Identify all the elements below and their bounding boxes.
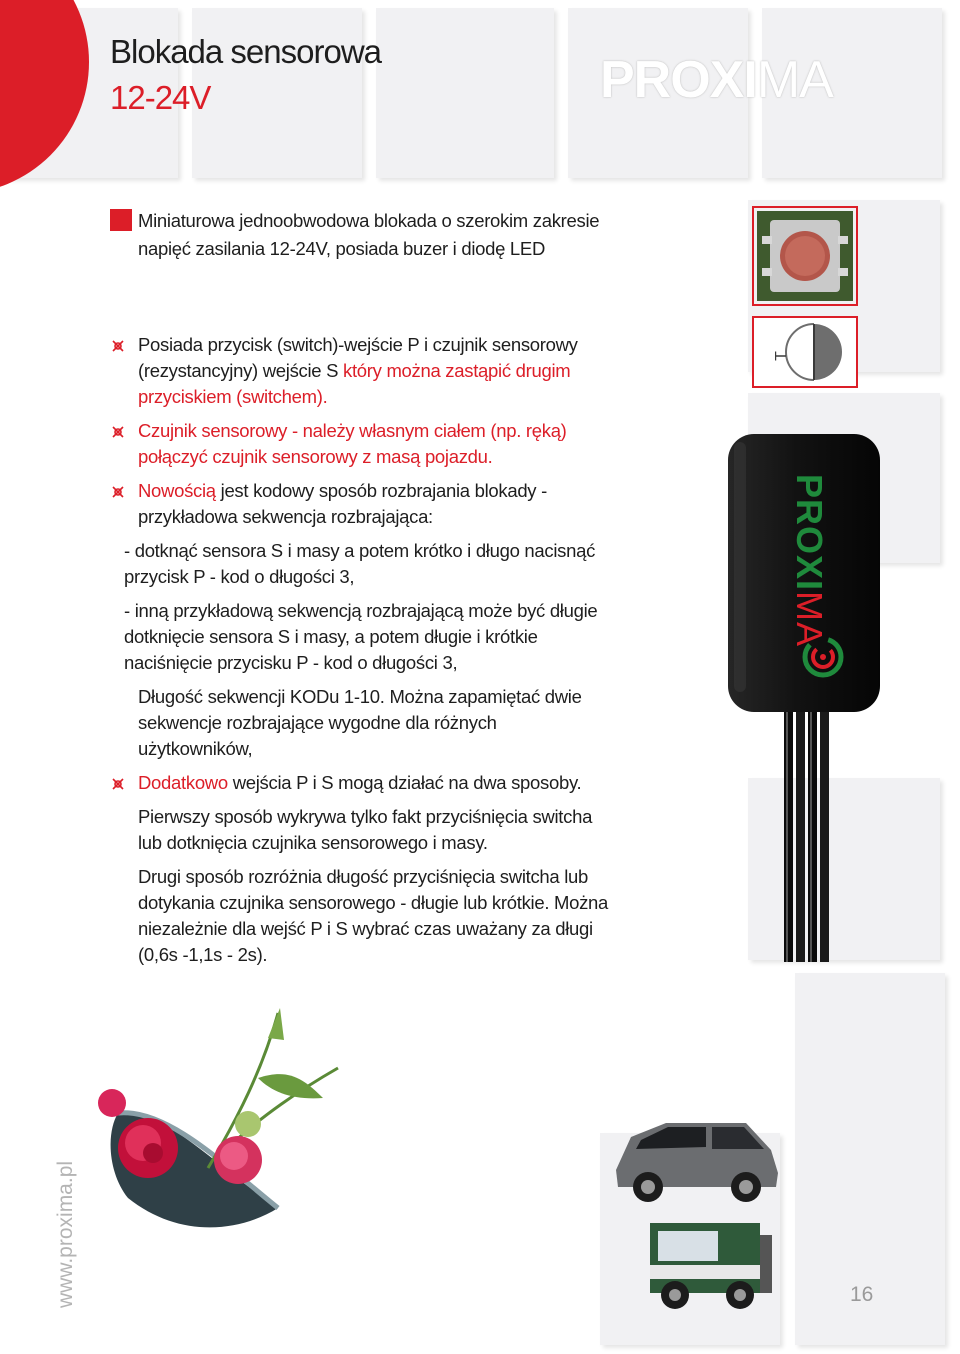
bullet-icon — [110, 424, 126, 440]
flowers-image — [88, 1008, 348, 1238]
touch-sensor-symbol — [752, 316, 858, 388]
suv-image — [606, 1115, 786, 1205]
feature-list — [110, 332, 615, 976]
flower-red — [118, 1118, 178, 1178]
bullet-4-text: wejścia P i S mogą działać na dwa sposoby. — [227, 772, 582, 793]
bullet-icon — [110, 776, 126, 792]
logo-bold: PROXI — [600, 51, 757, 109]
intro-square-marker — [110, 209, 132, 231]
page-title — [110, 32, 381, 118]
logo-thin: MA — [756, 51, 833, 109]
list-item — [110, 478, 615, 530]
device-cables-image — [770, 712, 840, 962]
bullet-3-text: jest kodowy sposób rozbrajania blokady - przykładowa sekwencja rozbrajająca: — [138, 480, 547, 527]
list-item — [110, 418, 615, 470]
touch-label: T — [773, 351, 790, 361]
paragraph: Długość sekwencji KODu 1-10. Można zapamiętać dwie sekwencje rozbrajające wygodne dla różnych użytkowników, — [138, 686, 582, 759]
page-number: 16 — [850, 1283, 874, 1306]
dash-1-text: - dotknąć sensora S i masy a potem krótko i długo nacisnąć przycisk P - kod o długości 3, — [124, 540, 596, 587]
list-item — [110, 770, 615, 796]
device-body — [726, 432, 882, 714]
brand-logo — [600, 50, 833, 110]
switch-pcb-image — [752, 206, 858, 306]
bullet-icon — [110, 338, 126, 354]
bullet-3-red-text: Nowością — [138, 480, 216, 501]
flower-small — [98, 1089, 126, 1117]
bullet-4-red-text: Dodatkowo — [138, 772, 228, 793]
device-logo — [788, 474, 830, 647]
bullet-icon — [110, 484, 126, 500]
title-line-1: Blokada sensorowa — [110, 33, 382, 70]
dash-item — [110, 598, 615, 676]
truck-image — [630, 1215, 780, 1315]
flower-pink — [214, 1136, 262, 1184]
device-logo-thin: MA — [789, 591, 830, 648]
dash-item — [110, 538, 615, 590]
list-item — [110, 332, 615, 410]
device-logo-bold: PROXI — [789, 474, 830, 592]
dash-2-text: - inną przykładową sekwencją rozbrajającą może być długie dotknięcie sensora S i masy, a potem długie i krótkie naciśnięcie przycisku P - kod o długości 3, — [124, 600, 598, 673]
intro-text: Miniaturowa jednoobwodowa blokada o szerokim zakresie napięć zasilania 12-24V, posiada buzer i diodę LED — [138, 210, 600, 259]
paragraph: Pierwszy sposób wykrywa tylko fakt przyciśnięcia switcha lub dotknięcia czujnika sensorowego i masy. — [138, 806, 593, 853]
paragraph: Drugi sposób rozróżnia długość przyciśnięcia switcha lub dotykania czujnika sensorowego - długie lub krótkie. Można niezależnie dla wejść P i S wybrać czas uważany za długi (0,6s -1,1s - 2s). — [138, 866, 609, 965]
bg-tile — [376, 8, 554, 178]
bullet-1-text: Posiada przycisk (switch)-wejście P i czujnik sensorowy (rezystancyjny) wejście S — [138, 334, 578, 381]
bullet-2-text: Czujnik sensorowy - należy własnym ciałem (np. ręką) połączyć czujnik sensorowy z masą pojazdu. — [138, 420, 567, 467]
title-line-2: 12-24V — [110, 79, 211, 116]
website-url: www.proxima.pl — [54, 1160, 77, 1308]
bullet-1-red-text: który można zastąpić drugim przyciskiem (switchem). — [138, 360, 571, 407]
